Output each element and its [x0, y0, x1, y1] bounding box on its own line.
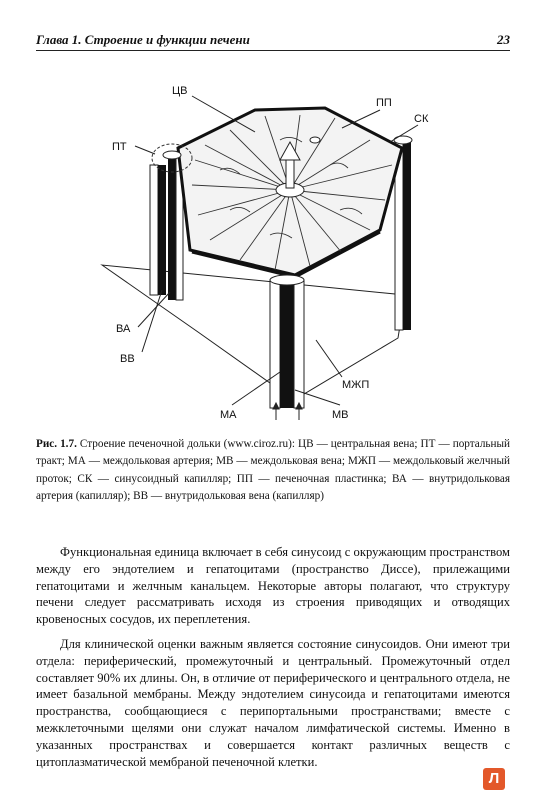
body-text: [36, 544, 510, 770]
far-left-column: [150, 165, 158, 295]
figure-caption: [36, 436, 510, 506]
label-mzhp: МЖП: [342, 379, 370, 391]
label-vv: ВВ: [120, 353, 135, 365]
front-column-outer-right: [294, 280, 304, 408]
front-column-outer-left: [270, 280, 280, 408]
label-ma: МА: [220, 409, 237, 421]
chapter-title: Глава 1. Строение и функции печени: [36, 32, 250, 47]
label-mv: МВ: [332, 409, 349, 421]
label-sk: СК: [414, 113, 429, 125]
caption-text: Строение печеночной дольки (www.ciroz.ru): ЦВ — центральная вена; ПТ — портальный тракт; МА — междольковая артерия; МВ — междольковая вена; МЖП — междольковый желчный проток; СК — синусоидный капилляр; ПП — печеночная пластинка; ВА — внутридольковая артерия (капилляр); ВВ — внутридольковая вена (капилляр): [36, 438, 511, 503]
page-number: 23: [497, 32, 510, 47]
paragraph-2: Для клинической оценки важным является состояние синусоидов. Они имеют три отдела: периферический, промежуточный и центральный. Промежуточный отдел составляет 90% их длины. Он, в отличие от периферического и центрального отдела, не имеет базальной мембраны. Между эндотелием синусоида и гепатоцитами имеются пространства, сообщающиеся с перипортальными пространствами; вместе с межклеточными щелями они служат началом лимфатической системы. Именно в указанных пространствах и совершается контакт различных веществ с цитоплазматической мембраной печеночной клетки.: [36, 636, 510, 769]
central-vein-arrow-shaft: [286, 158, 294, 188]
label-va: ВА: [116, 323, 131, 335]
publisher-logo: Л: [483, 768, 505, 790]
portal-tract-column-left: [168, 155, 176, 300]
label-pp: ПП: [376, 97, 392, 109]
caption-number: Рис. 1.7.: [36, 438, 77, 450]
running-header: [36, 30, 510, 51]
paragraph-1: Функциональная единица включает в себя синусоид с окружающим пространством между его эндотелием и гепатоцитами (пространство Диссе), прилежащими гепатоцитами и желчным канальцем. Некоторые авторы полагают, что структуру печени следует рассматривать исходя из строения приводящих и отводящих кровеносных сосудов, их переплетения.: [36, 545, 510, 627]
label-pt: ПТ: [112, 141, 127, 153]
label-cv: ЦВ: [172, 85, 188, 97]
front-column-black: [280, 280, 294, 408]
liver-lobule-figure: [80, 70, 460, 430]
